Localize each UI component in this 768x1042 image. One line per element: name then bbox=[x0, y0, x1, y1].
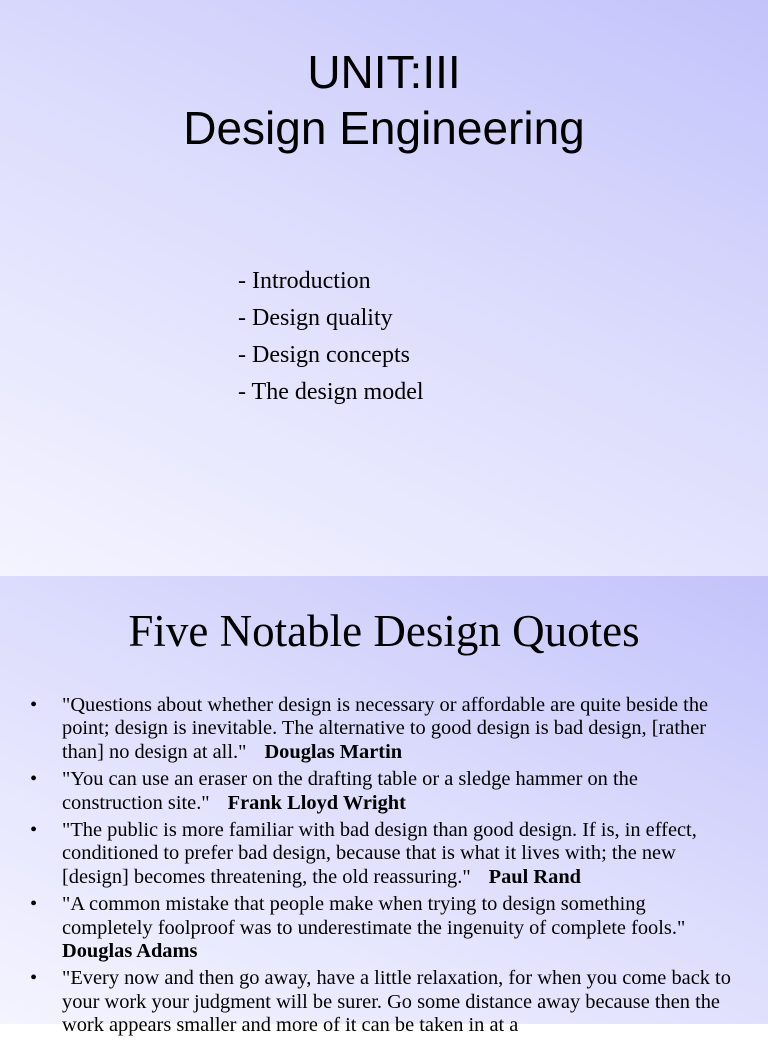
quote-item bbox=[0, 967, 768, 1037]
quote-text: "You can use an eraser on the drafting table or a sledge hammer on the construction site." bbox=[62, 768, 638, 814]
quote-author: Douglas Martin bbox=[264, 740, 403, 763]
quote-author: Paul Rand bbox=[488, 865, 582, 888]
slide-2 bbox=[0, 576, 768, 1037]
bullet-icon: • bbox=[30, 768, 38, 791]
quote-text: "A common mistake that people make when trying to design something completely foolproof was to underestimate the ingenuity of complete fools." bbox=[62, 893, 686, 939]
quote-item bbox=[0, 694, 768, 764]
quote-text: "Questions about whether design is necessary or affordable are quite beside the point; design is inevitable. The alternative to good design is bad design, [rather than] no design at all." bbox=[62, 694, 709, 763]
quote-item bbox=[0, 819, 768, 889]
slide-1-title-line-1: UNIT:III bbox=[307, 46, 461, 98]
slide-2-title: Five Notable Design Quotes bbox=[128, 606, 640, 656]
agenda-item-design-quality: - Design quality bbox=[238, 305, 393, 331]
quote-item bbox=[0, 893, 768, 963]
quote-list bbox=[0, 694, 768, 1042]
quote-text: "Every now and then go away, have a little relaxation, for when you come back to your work your judgment will be surer. Go some distance away because then the work appears smaller and more of it can be taken in at a bbox=[62, 967, 731, 1037]
quote-item bbox=[0, 768, 768, 815]
quote-author: Douglas Adams bbox=[62, 940, 198, 963]
quote-text: "The public is more familiar with bad design than good design. If is, in effect, conditioned to prefer bad design, because that is what it lives with; the new [design] becomes threatening, the old reassuring." bbox=[62, 819, 697, 888]
agenda-list bbox=[238, 263, 424, 411]
agenda-item-design-concepts: - Design concepts bbox=[238, 342, 410, 368]
bullet-icon: • bbox=[30, 893, 38, 916]
agenda-item-introduction: - Introduction bbox=[238, 268, 371, 294]
bullet-icon: • bbox=[30, 694, 38, 716]
bullet-icon: • bbox=[30, 819, 38, 842]
agenda-item-design-model: - The design model bbox=[238, 379, 424, 405]
slide-1-title bbox=[0, 44, 768, 156]
bullet-icon: • bbox=[30, 967, 38, 990]
slide-1-title-line-2: Design Engineering bbox=[183, 102, 585, 154]
quote-author: Frank Lloyd Wright bbox=[227, 791, 406, 814]
